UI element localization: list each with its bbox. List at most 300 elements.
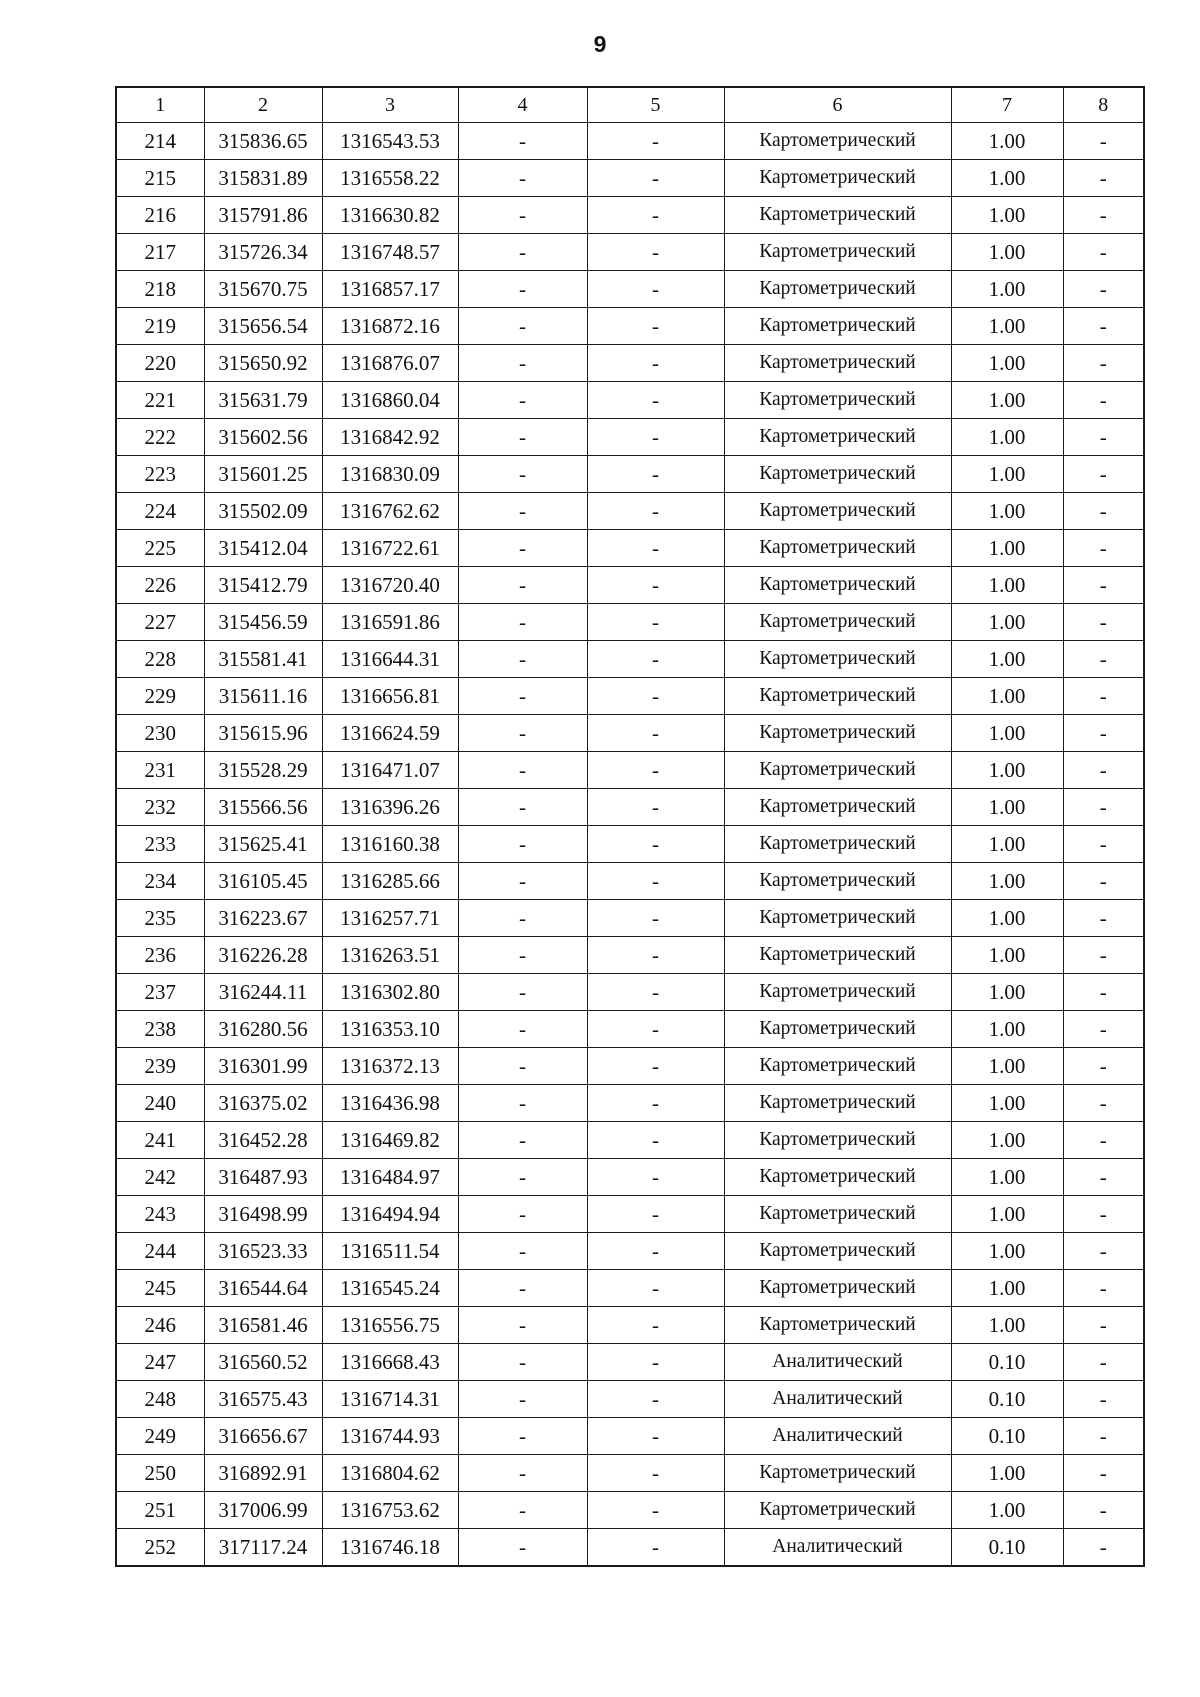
table-cell-col-7: 1.00 bbox=[951, 1085, 1063, 1122]
table-cell-col-1: 224 bbox=[116, 493, 204, 530]
table-cell-col-6: Картометрический bbox=[724, 974, 951, 1011]
table-cell-col-4: - bbox=[458, 456, 587, 493]
table-cell-col-8: - bbox=[1063, 715, 1144, 752]
table-cell-col-5: - bbox=[587, 641, 724, 678]
table-row bbox=[116, 1159, 1144, 1196]
table-cell-col-3: 1316353.10 bbox=[322, 1011, 458, 1048]
table-row bbox=[116, 382, 1144, 419]
table-cell-col-6: Аналитический bbox=[724, 1381, 951, 1418]
table-row bbox=[116, 197, 1144, 234]
table-cell-col-2: 315615.96 bbox=[204, 715, 322, 752]
table-cell-col-5: - bbox=[587, 567, 724, 604]
table-cell-col-6: Картометрический bbox=[724, 1233, 951, 1270]
table-cell-col-4: - bbox=[458, 1492, 587, 1529]
table-cell-col-1: 235 bbox=[116, 900, 204, 937]
table-cell-col-5: - bbox=[587, 826, 724, 863]
table-cell-col-7: 1.00 bbox=[951, 271, 1063, 308]
table-cell-col-7: 1.00 bbox=[951, 308, 1063, 345]
table-cell-col-2: 316560.52 bbox=[204, 1344, 322, 1381]
table-cell-col-8: - bbox=[1063, 1233, 1144, 1270]
table-cell-col-5: - bbox=[587, 1196, 724, 1233]
table-cell-col-5: - bbox=[587, 715, 724, 752]
table-cell-col-8: - bbox=[1063, 863, 1144, 900]
table-cell-col-6: Картометрический bbox=[724, 752, 951, 789]
table-cell-col-2: 316452.28 bbox=[204, 1122, 322, 1159]
table-cell-col-6: Картометрический bbox=[724, 530, 951, 567]
table-cell-col-3: 1316484.97 bbox=[322, 1159, 458, 1196]
table-cell-col-2: 315791.86 bbox=[204, 197, 322, 234]
table-cell-col-5: - bbox=[587, 1418, 724, 1455]
table-cell-col-2: 315602.56 bbox=[204, 419, 322, 456]
table-cell-col-8: - bbox=[1063, 419, 1144, 456]
table-cell-col-4: - bbox=[458, 752, 587, 789]
table-cell-col-2: 316223.67 bbox=[204, 900, 322, 937]
table-cell-col-4: - bbox=[458, 197, 587, 234]
table-cell-col-5: - bbox=[587, 1233, 724, 1270]
table-cell-col-8: - bbox=[1063, 567, 1144, 604]
table-cell-col-5: - bbox=[587, 234, 724, 271]
table-cell-col-2: 315631.79 bbox=[204, 382, 322, 419]
table-cell-col-1: 250 bbox=[116, 1455, 204, 1492]
table-cell-col-3: 1316558.22 bbox=[322, 160, 458, 197]
table-cell-col-4: - bbox=[458, 1381, 587, 1418]
table-cell-col-3: 1316494.94 bbox=[322, 1196, 458, 1233]
table-cell-col-3: 1316372.13 bbox=[322, 1048, 458, 1085]
table-cell-col-2: 317117.24 bbox=[204, 1529, 322, 1567]
table-cell-col-3: 1316263.51 bbox=[322, 937, 458, 974]
table-cell-col-5: - bbox=[587, 863, 724, 900]
table-cell-col-3: 1316396.26 bbox=[322, 789, 458, 826]
table-cell-col-3: 1316714.31 bbox=[322, 1381, 458, 1418]
table-cell-col-3: 1316668.43 bbox=[322, 1344, 458, 1381]
table-cell-col-5: - bbox=[587, 900, 724, 937]
table-cell-col-4: - bbox=[458, 1455, 587, 1492]
table-cell-col-4: - bbox=[458, 1233, 587, 1270]
table-cell-col-2: 316226.28 bbox=[204, 937, 322, 974]
table-cell-col-6: Картометрический bbox=[724, 271, 951, 308]
table-cell-col-2: 315502.09 bbox=[204, 493, 322, 530]
table-cell-col-4: - bbox=[458, 234, 587, 271]
table-cell-col-1: 222 bbox=[116, 419, 204, 456]
table-cell-col-5: - bbox=[587, 160, 724, 197]
table-cell-col-5: - bbox=[587, 308, 724, 345]
table-cell-col-3: 1316722.61 bbox=[322, 530, 458, 567]
table-cell-col-2: 315412.79 bbox=[204, 567, 322, 604]
table-cell-col-4: - bbox=[458, 567, 587, 604]
table-cell-col-7: 1.00 bbox=[951, 1492, 1063, 1529]
table-cell-col-8: - bbox=[1063, 1196, 1144, 1233]
table-cell-col-7: 1.00 bbox=[951, 382, 1063, 419]
table-cell-col-2: 315456.59 bbox=[204, 604, 322, 641]
table-cell-col-8: - bbox=[1063, 678, 1144, 715]
table-cell-col-7: 1.00 bbox=[951, 974, 1063, 1011]
table-cell-col-2: 316280.56 bbox=[204, 1011, 322, 1048]
table-cell-col-1: 227 bbox=[116, 604, 204, 641]
table-cell-col-5: - bbox=[587, 530, 724, 567]
table-cell-col-7: 1.00 bbox=[951, 567, 1063, 604]
table-cell-col-1: 219 bbox=[116, 308, 204, 345]
table-cell-col-1: 233 bbox=[116, 826, 204, 863]
table-cell-col-3: 1316644.31 bbox=[322, 641, 458, 678]
table-cell-col-2: 317006.99 bbox=[204, 1492, 322, 1529]
table-cell-col-2: 316581.46 bbox=[204, 1307, 322, 1344]
table-cell-col-5: - bbox=[587, 1381, 724, 1418]
table-cell-col-4: - bbox=[458, 863, 587, 900]
table-cell-col-1: 215 bbox=[116, 160, 204, 197]
table-cell-col-1: 226 bbox=[116, 567, 204, 604]
table-cell-col-3: 1316591.86 bbox=[322, 604, 458, 641]
table-row bbox=[116, 345, 1144, 382]
table-cell-col-4: - bbox=[458, 1122, 587, 1159]
table-cell-col-4: - bbox=[458, 937, 587, 974]
table-cell-col-7: 1.00 bbox=[951, 789, 1063, 826]
table-cell-col-8: - bbox=[1063, 1455, 1144, 1492]
table-cell-col-5: - bbox=[587, 1122, 724, 1159]
table-body bbox=[116, 123, 1144, 1567]
table-cell-col-1: 231 bbox=[116, 752, 204, 789]
table-cell-col-2: 316301.99 bbox=[204, 1048, 322, 1085]
table-cell-col-2: 316105.45 bbox=[204, 863, 322, 900]
table-cell-col-3: 1316160.38 bbox=[322, 826, 458, 863]
table-cell-col-2: 315566.56 bbox=[204, 789, 322, 826]
table-row bbox=[116, 826, 1144, 863]
table-cell-col-6: Картометрический bbox=[724, 826, 951, 863]
table-cell-col-8: - bbox=[1063, 1122, 1144, 1159]
table-cell-col-8: - bbox=[1063, 1307, 1144, 1344]
table-cell-col-2: 315836.65 bbox=[204, 123, 322, 160]
table-row bbox=[116, 1381, 1144, 1418]
table-cell-col-8: - bbox=[1063, 1048, 1144, 1085]
table-cell-col-3: 1316556.75 bbox=[322, 1307, 458, 1344]
table-cell-col-8: - bbox=[1063, 493, 1144, 530]
table-cell-col-5: - bbox=[587, 678, 724, 715]
table-cell-col-6: Картометрический bbox=[724, 1492, 951, 1529]
table-row bbox=[116, 530, 1144, 567]
table-cell-col-1: 234 bbox=[116, 863, 204, 900]
table-row bbox=[116, 493, 1144, 530]
table-cell-col-6: Картометрический bbox=[724, 234, 951, 271]
table-cell-col-7: 1.00 bbox=[951, 419, 1063, 456]
table-cell-col-3: 1316720.40 bbox=[322, 567, 458, 604]
table-cell-col-4: - bbox=[458, 678, 587, 715]
column-header-7: 7 bbox=[951, 87, 1063, 123]
table-cell-col-7: 1.00 bbox=[951, 530, 1063, 567]
table-cell-col-7: 1.00 bbox=[951, 345, 1063, 382]
table-cell-col-7: 1.00 bbox=[951, 1270, 1063, 1307]
table-cell-col-6: Картометрический bbox=[724, 789, 951, 826]
table-cell-col-8: - bbox=[1063, 974, 1144, 1011]
table-cell-col-5: - bbox=[587, 197, 724, 234]
table-cell-col-6: Картометрический bbox=[724, 382, 951, 419]
table-cell-col-1: 242 bbox=[116, 1159, 204, 1196]
table-cell-col-4: - bbox=[458, 715, 587, 752]
table-cell-col-8: - bbox=[1063, 1159, 1144, 1196]
table-cell-col-7: 1.00 bbox=[951, 1196, 1063, 1233]
table-cell-col-7: 1.00 bbox=[951, 1048, 1063, 1085]
table-cell-col-6: Картометрический bbox=[724, 900, 951, 937]
table-cell-col-1: 239 bbox=[116, 1048, 204, 1085]
table-cell-col-1: 223 bbox=[116, 456, 204, 493]
table-cell-col-2: 316498.99 bbox=[204, 1196, 322, 1233]
table-cell-col-8: - bbox=[1063, 752, 1144, 789]
table-cell-col-2: 315726.34 bbox=[204, 234, 322, 271]
table-cell-col-1: 221 bbox=[116, 382, 204, 419]
table-row bbox=[116, 937, 1144, 974]
table-cell-col-7: 1.00 bbox=[951, 900, 1063, 937]
table-cell-col-2: 315581.41 bbox=[204, 641, 322, 678]
table-cell-col-2: 315670.75 bbox=[204, 271, 322, 308]
table-cell-col-8: - bbox=[1063, 1529, 1144, 1567]
table-cell-col-3: 1316762.62 bbox=[322, 493, 458, 530]
table-row bbox=[116, 1233, 1144, 1270]
table-cell-col-1: 237 bbox=[116, 974, 204, 1011]
table-cell-col-7: 1.00 bbox=[951, 752, 1063, 789]
table-cell-col-7: 1.00 bbox=[951, 863, 1063, 900]
table-cell-col-1: 232 bbox=[116, 789, 204, 826]
table-cell-col-1: 216 bbox=[116, 197, 204, 234]
table-cell-col-5: - bbox=[587, 1529, 724, 1567]
table-cell-col-4: - bbox=[458, 382, 587, 419]
table-cell-col-7: 1.00 bbox=[951, 715, 1063, 752]
table-row bbox=[116, 1085, 1144, 1122]
page-number: 9 bbox=[593, 31, 607, 57]
table-cell-col-7: 1.00 bbox=[951, 678, 1063, 715]
table-row bbox=[116, 1048, 1144, 1085]
table-cell-col-5: - bbox=[587, 1455, 724, 1492]
table-cell-col-3: 1316872.16 bbox=[322, 308, 458, 345]
table-header-row bbox=[116, 87, 1144, 123]
table-row bbox=[116, 123, 1144, 160]
table-cell-col-5: - bbox=[587, 1344, 724, 1381]
table-cell-col-1: 214 bbox=[116, 123, 204, 160]
table-cell-col-1: 238 bbox=[116, 1011, 204, 1048]
table-cell-col-4: - bbox=[458, 604, 587, 641]
table-cell-col-3: 1316511.54 bbox=[322, 1233, 458, 1270]
table-cell-col-6: Картометрический bbox=[724, 308, 951, 345]
table-cell-col-4: - bbox=[458, 271, 587, 308]
table-cell-col-5: - bbox=[587, 974, 724, 1011]
table-cell-col-1: 228 bbox=[116, 641, 204, 678]
table-cell-col-6: Картометрический bbox=[724, 345, 951, 382]
table-cell-col-8: - bbox=[1063, 1418, 1144, 1455]
table-cell-col-5: - bbox=[587, 604, 724, 641]
table-cell-col-6: Картометрический bbox=[724, 1085, 951, 1122]
table-cell-col-8: - bbox=[1063, 271, 1144, 308]
table-cell-col-4: - bbox=[458, 1307, 587, 1344]
table-cell-col-2: 316523.33 bbox=[204, 1233, 322, 1270]
table-cell-col-1: 218 bbox=[116, 271, 204, 308]
table-cell-col-3: 1316302.80 bbox=[322, 974, 458, 1011]
table-cell-col-3: 1316436.98 bbox=[322, 1085, 458, 1122]
table-cell-col-1: 217 bbox=[116, 234, 204, 271]
table-cell-col-7: 0.10 bbox=[951, 1381, 1063, 1418]
table-cell-col-3: 1316748.57 bbox=[322, 234, 458, 271]
table-cell-col-5: - bbox=[587, 937, 724, 974]
table-cell-col-3: 1316656.81 bbox=[322, 678, 458, 715]
table-cell-col-3: 1316857.17 bbox=[322, 271, 458, 308]
table-cell-col-4: - bbox=[458, 1270, 587, 1307]
table-row bbox=[116, 1455, 1144, 1492]
table-cell-col-8: - bbox=[1063, 456, 1144, 493]
table-row bbox=[116, 604, 1144, 641]
table-cell-col-1: 241 bbox=[116, 1122, 204, 1159]
table-cell-col-6: Картометрический bbox=[724, 1270, 951, 1307]
table-cell-col-7: 1.00 bbox=[951, 1011, 1063, 1048]
table-cell-col-4: - bbox=[458, 826, 587, 863]
table-cell-col-8: - bbox=[1063, 530, 1144, 567]
table-cell-col-2: 315601.25 bbox=[204, 456, 322, 493]
table-cell-col-6: Картометрический bbox=[724, 160, 951, 197]
table-cell-col-8: - bbox=[1063, 789, 1144, 826]
table-cell-col-2: 316487.93 bbox=[204, 1159, 322, 1196]
table-cell-col-6: Картометрический bbox=[724, 604, 951, 641]
table-row bbox=[116, 234, 1144, 271]
table-cell-col-8: - bbox=[1063, 1270, 1144, 1307]
table-cell-col-3: 1316842.92 bbox=[322, 419, 458, 456]
table-cell-col-1: 245 bbox=[116, 1270, 204, 1307]
table-cell-col-8: - bbox=[1063, 1011, 1144, 1048]
table-row bbox=[116, 974, 1144, 1011]
table-cell-col-1: 249 bbox=[116, 1418, 204, 1455]
table-cell-col-7: 1.00 bbox=[951, 604, 1063, 641]
table-cell-col-6: Картометрический bbox=[724, 937, 951, 974]
table-cell-col-7: 1.00 bbox=[951, 456, 1063, 493]
table-row bbox=[116, 160, 1144, 197]
table-cell-col-4: - bbox=[458, 530, 587, 567]
column-header-1: 1 bbox=[116, 87, 204, 123]
table-cell-col-7: 1.00 bbox=[951, 234, 1063, 271]
table-row bbox=[116, 419, 1144, 456]
table-cell-col-8: - bbox=[1063, 604, 1144, 641]
table-cell-col-3: 1316630.82 bbox=[322, 197, 458, 234]
table-cell-col-2: 316892.91 bbox=[204, 1455, 322, 1492]
table-cell-col-1: 225 bbox=[116, 530, 204, 567]
table-cell-col-3: 1316746.18 bbox=[322, 1529, 458, 1567]
table-cell-col-2: 315656.54 bbox=[204, 308, 322, 345]
table-row bbox=[116, 456, 1144, 493]
table-cell-col-6: Аналитический bbox=[724, 1344, 951, 1381]
table-cell-col-1: 244 bbox=[116, 1233, 204, 1270]
table-row bbox=[116, 1270, 1144, 1307]
coordinates-table bbox=[115, 86, 1145, 1567]
table-row bbox=[116, 1196, 1144, 1233]
table-cell-col-1: 230 bbox=[116, 715, 204, 752]
table-cell-col-5: - bbox=[587, 752, 724, 789]
table-cell-col-1: 236 bbox=[116, 937, 204, 974]
table-row bbox=[116, 900, 1144, 937]
table-cell-col-6: Аналитический bbox=[724, 1418, 951, 1455]
table-cell-col-8: - bbox=[1063, 197, 1144, 234]
table-cell-col-5: - bbox=[587, 456, 724, 493]
table-cell-col-4: - bbox=[458, 641, 587, 678]
table-cell-col-1: 220 bbox=[116, 345, 204, 382]
table-cell-col-6: Картометрический bbox=[724, 493, 951, 530]
table-cell-col-5: - bbox=[587, 1307, 724, 1344]
table-cell-col-5: - bbox=[587, 345, 724, 382]
table-cell-col-1: 229 bbox=[116, 678, 204, 715]
table-cell-col-3: 1316744.93 bbox=[322, 1418, 458, 1455]
table-cell-col-2: 316575.43 bbox=[204, 1381, 322, 1418]
table-cell-col-6: Картометрический bbox=[724, 1048, 951, 1085]
table-cell-col-5: - bbox=[587, 1011, 724, 1048]
table-header bbox=[116, 87, 1144, 123]
table-cell-col-8: - bbox=[1063, 160, 1144, 197]
table-cell-col-3: 1316876.07 bbox=[322, 345, 458, 382]
table-cell-col-5: - bbox=[587, 382, 724, 419]
table-cell-col-6: Картометрический bbox=[724, 1159, 951, 1196]
table-cell-col-7: 1.00 bbox=[951, 1307, 1063, 1344]
table-cell-col-7: 0.10 bbox=[951, 1344, 1063, 1381]
table-row bbox=[116, 1122, 1144, 1159]
table-cell-col-1: 248 bbox=[116, 1381, 204, 1418]
table-cell-col-3: 1316860.04 bbox=[322, 382, 458, 419]
table-cell-col-8: - bbox=[1063, 641, 1144, 678]
table-cell-col-4: - bbox=[458, 1085, 587, 1122]
table-cell-col-5: - bbox=[587, 123, 724, 160]
table-cell-col-5: - bbox=[587, 1048, 724, 1085]
table-cell-col-6: Картометрический bbox=[724, 123, 951, 160]
table-cell-col-2: 315412.04 bbox=[204, 530, 322, 567]
table-cell-col-8: - bbox=[1063, 1492, 1144, 1529]
table-cell-col-5: - bbox=[587, 1085, 724, 1122]
table-cell-col-1: 246 bbox=[116, 1307, 204, 1344]
column-header-4: 4 bbox=[458, 87, 587, 123]
table-cell-col-3: 1316804.62 bbox=[322, 1455, 458, 1492]
table-cell-col-3: 1316624.59 bbox=[322, 715, 458, 752]
column-header-6: 6 bbox=[724, 87, 951, 123]
table-cell-col-2: 315831.89 bbox=[204, 160, 322, 197]
table-cell-col-4: - bbox=[458, 1048, 587, 1085]
table-cell-col-1: 251 bbox=[116, 1492, 204, 1529]
table-cell-col-8: - bbox=[1063, 345, 1144, 382]
table-cell-col-2: 315611.16 bbox=[204, 678, 322, 715]
table-cell-col-3: 1316753.62 bbox=[322, 1492, 458, 1529]
table-cell-col-3: 1316543.53 bbox=[322, 123, 458, 160]
table-row bbox=[116, 715, 1144, 752]
table-cell-col-4: - bbox=[458, 1159, 587, 1196]
table-cell-col-6: Картометрический bbox=[724, 641, 951, 678]
table-cell-col-8: - bbox=[1063, 1085, 1144, 1122]
table-cell-col-7: 1.00 bbox=[951, 1122, 1063, 1159]
column-header-5: 5 bbox=[587, 87, 724, 123]
table-cell-col-7: 1.00 bbox=[951, 160, 1063, 197]
column-header-2: 2 bbox=[204, 87, 322, 123]
table-cell-col-6: Картометрический bbox=[724, 715, 951, 752]
table-cell-col-8: - bbox=[1063, 900, 1144, 937]
table-row bbox=[116, 1344, 1144, 1381]
table-cell-col-2: 316544.64 bbox=[204, 1270, 322, 1307]
table-cell-col-4: - bbox=[458, 1011, 587, 1048]
table-row bbox=[116, 641, 1144, 678]
table-cell-col-6: Картометрический bbox=[724, 678, 951, 715]
table-cell-col-7: 1.00 bbox=[951, 826, 1063, 863]
table-cell-col-4: - bbox=[458, 900, 587, 937]
table-row bbox=[116, 678, 1144, 715]
table-cell-col-7: 1.00 bbox=[951, 493, 1063, 530]
table-row bbox=[116, 1492, 1144, 1529]
table-row bbox=[116, 863, 1144, 900]
table-cell-col-4: - bbox=[458, 160, 587, 197]
table-cell-col-6: Картометрический bbox=[724, 1307, 951, 1344]
column-header-8: 8 bbox=[1063, 87, 1144, 123]
table-cell-col-1: 252 bbox=[116, 1529, 204, 1567]
table-cell-col-6: Картометрический bbox=[724, 419, 951, 456]
table-cell-col-2: 315625.41 bbox=[204, 826, 322, 863]
table-cell-col-4: - bbox=[458, 974, 587, 1011]
table-cell-col-5: - bbox=[587, 271, 724, 308]
table-cell-col-2: 315528.29 bbox=[204, 752, 322, 789]
table-cell-col-7: 0.10 bbox=[951, 1529, 1063, 1567]
